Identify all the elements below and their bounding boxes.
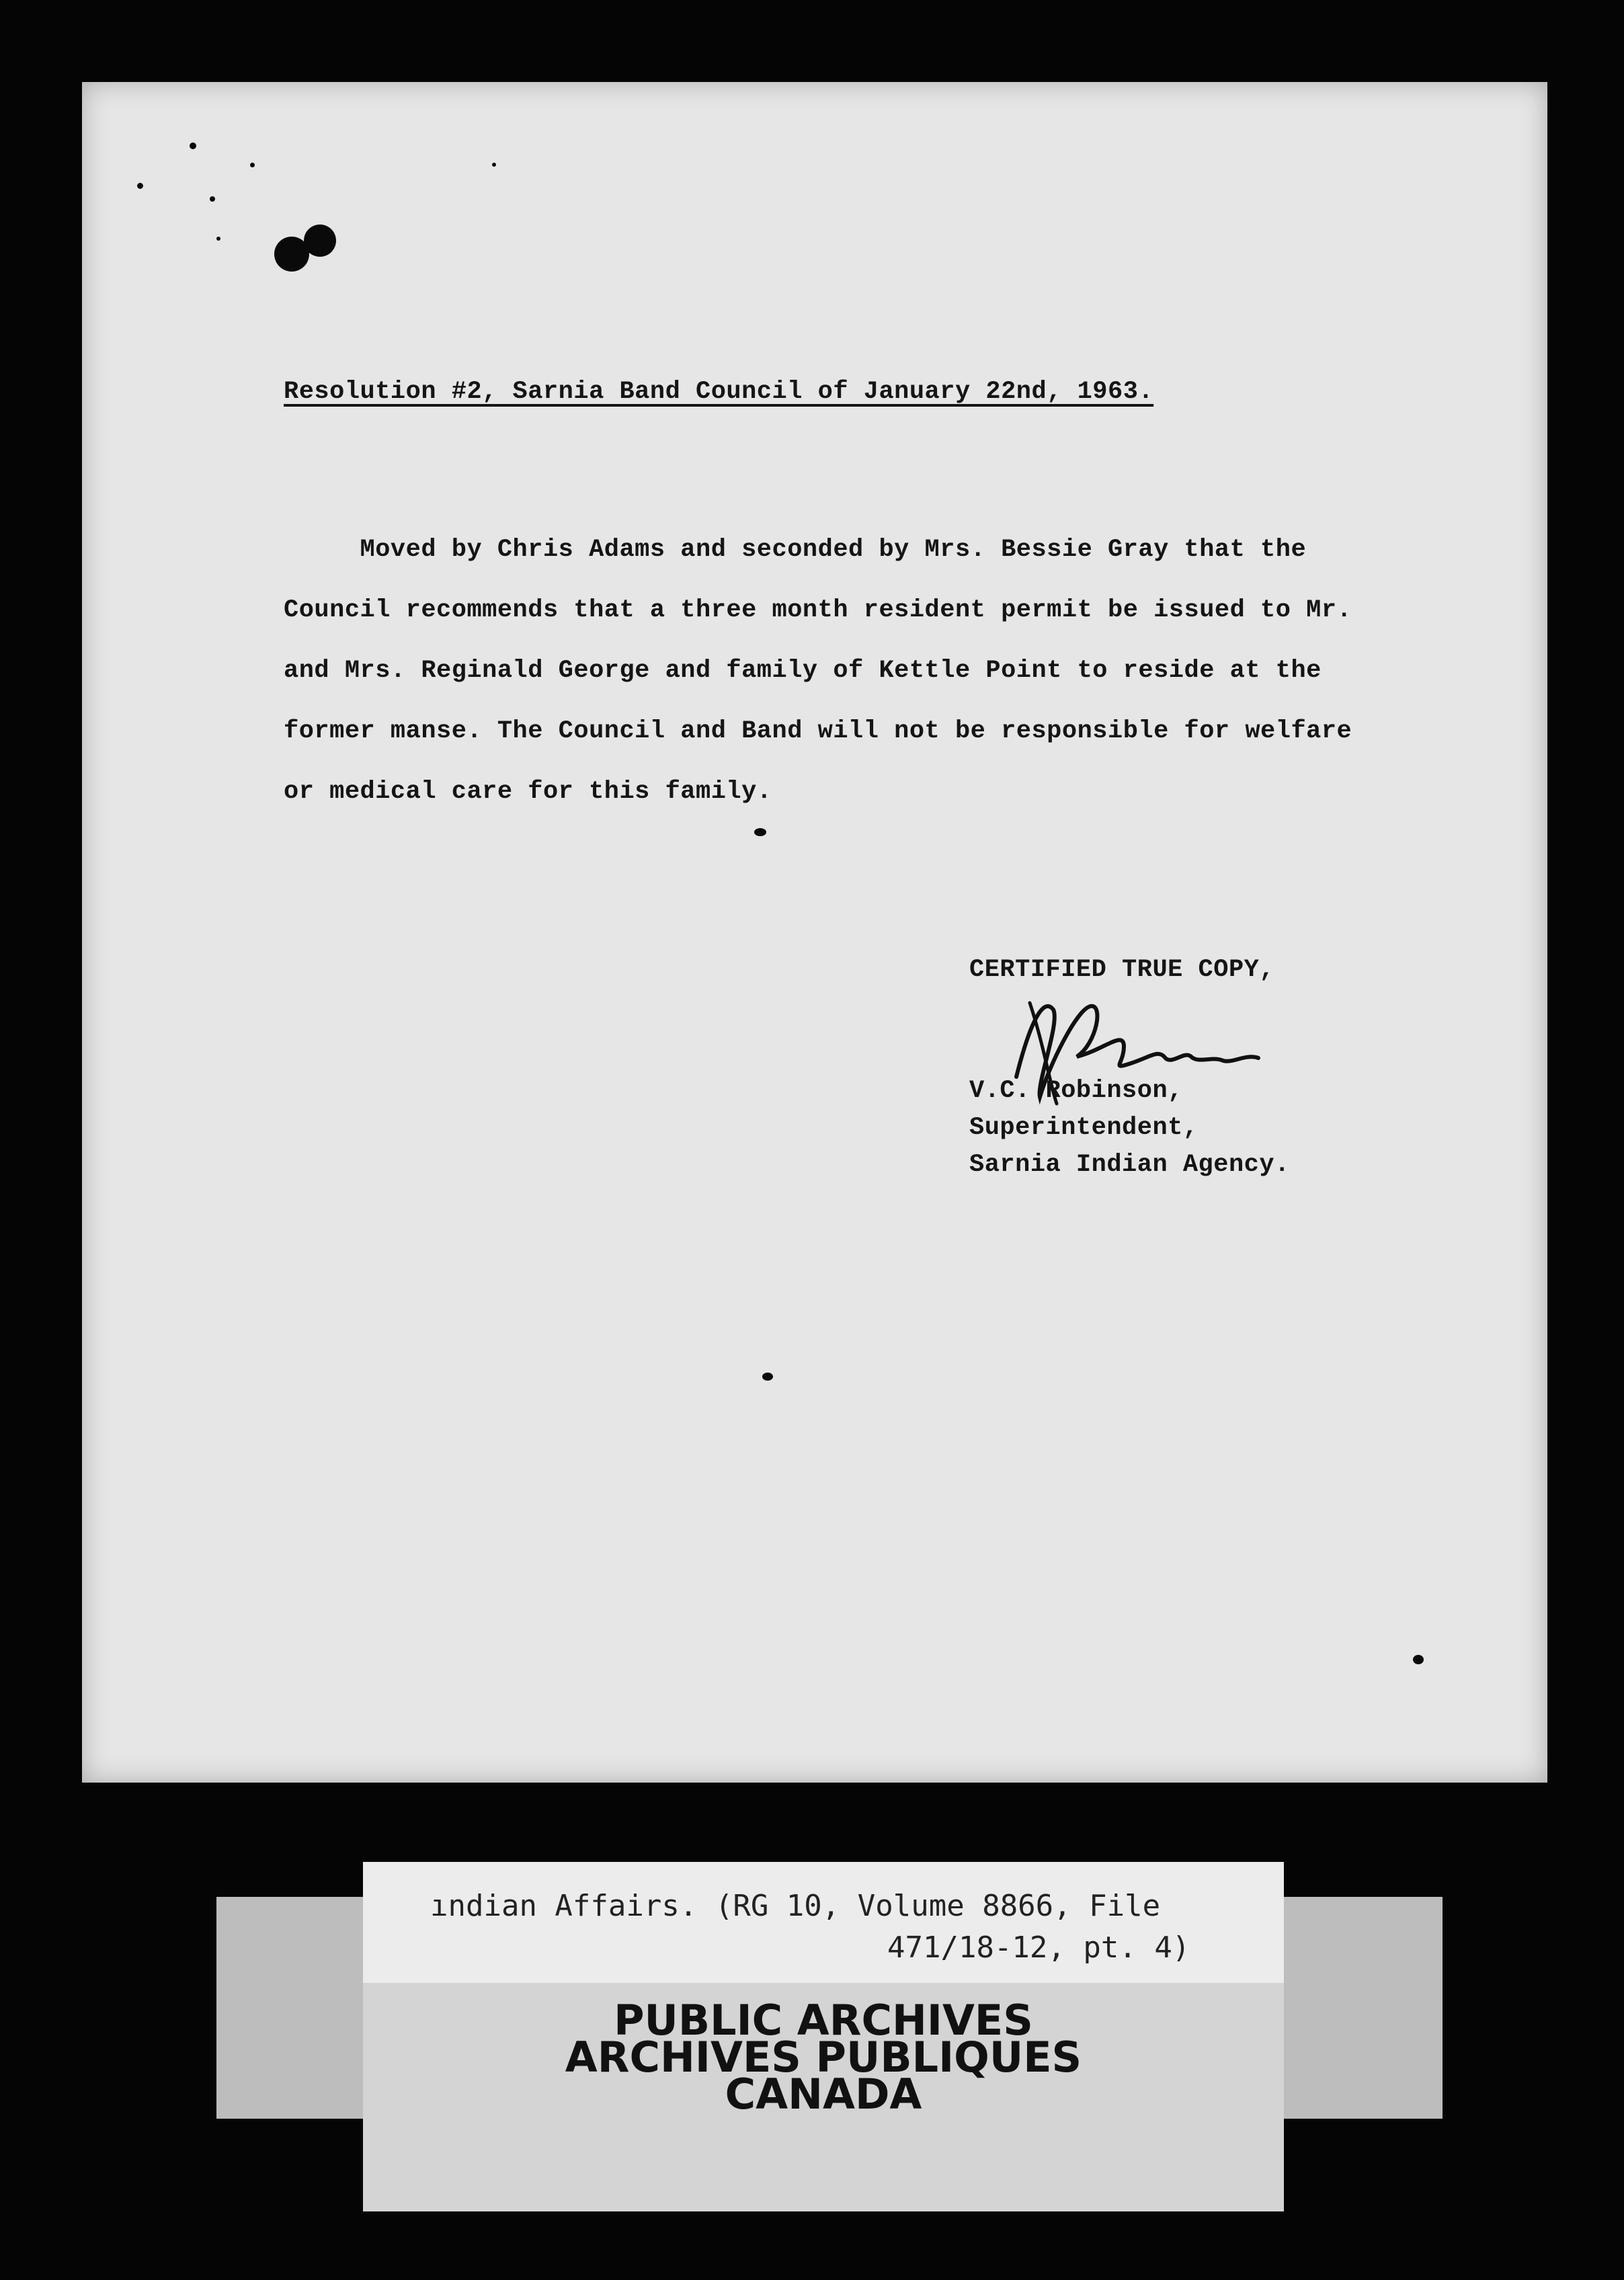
- archive-reference-line2: 471/18-12, pt. 4): [887, 1930, 1190, 1965]
- body-line: former manse. The Council and Band will not be responsible for welfare: [284, 717, 1352, 745]
- signatory-title: Superintendent,: [969, 1114, 1199, 1142]
- ink-speck: [492, 163, 496, 167]
- archive-stamp-line3: CANADA: [725, 2070, 922, 2119]
- ink-speck: [754, 828, 766, 836]
- ink-speck: [137, 183, 143, 189]
- document-page: [82, 82, 1547, 1783]
- signatory-name: V.C. Robinson,: [969, 1077, 1183, 1105]
- signatory-agency: Sarnia Indian Agency.: [969, 1151, 1290, 1179]
- body-line: Council recommends that a three month resident permit be issued to Mr.: [284, 596, 1352, 624]
- certified-true-copy: CERTIFIED TRUE COPY,: [969, 956, 1275, 984]
- ink-speck: [1413, 1655, 1424, 1664]
- resolution-heading: Resolution #2, Sarnia Band Council of January 22nd, 1963.: [284, 378, 1154, 406]
- ink-speck: [210, 196, 215, 202]
- handwritten-signature: [989, 983, 1366, 1131]
- archive-stamp-line1: PUBLIC ARCHIVES: [614, 1996, 1033, 2045]
- body-line: Moved by Chris Adams and seconded by Mrs. Bessie Gray that the: [284, 536, 1307, 564]
- ink-spot: [304, 225, 336, 257]
- ink-speck: [250, 163, 255, 167]
- body-line: and Mrs. Reginald George and family of Kettle Point to reside at the: [284, 657, 1322, 685]
- ink-speck: [762, 1373, 773, 1381]
- ink-speck: [190, 142, 196, 149]
- archive-stamp-line2: ARCHIVES PUBLIQUES: [565, 2033, 1082, 2082]
- archive-reference-line1: ındian Affairs. (RG 10, Volume 8866, File: [430, 1889, 1161, 1923]
- body-line: or medical care for this family.: [284, 778, 772, 806]
- ink-speck: [216, 237, 220, 241]
